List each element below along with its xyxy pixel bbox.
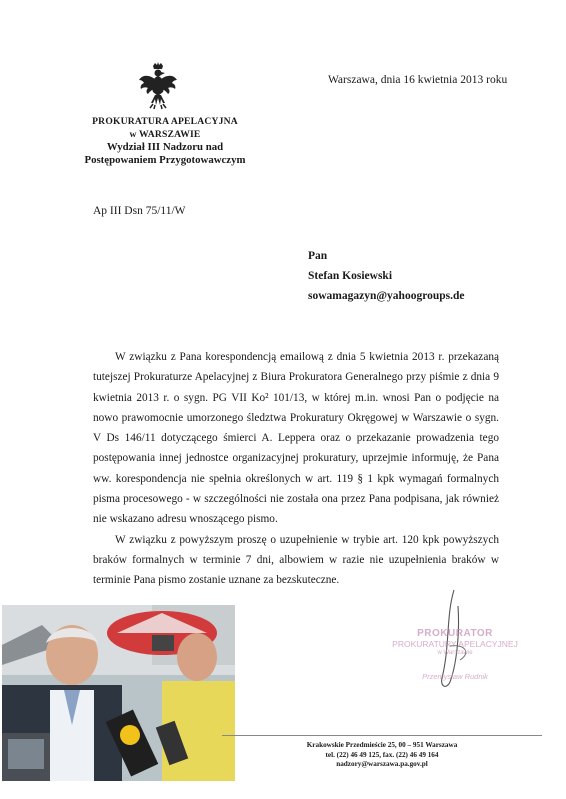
- letterhead-institution: PROKURATURA APELACYJNA: [92, 116, 238, 127]
- stamp-institution: PROKURATURY APELACYJNEJ: [392, 639, 518, 649]
- letterhead: [80, 116, 250, 166]
- letterhead-city: w WARSZAWIE: [129, 128, 201, 140]
- footer-address: [222, 741, 542, 770]
- polish-eagle-emblem-icon: [138, 62, 178, 110]
- footer-phone: tel. (22) 46 49 125, fax. (22) 46 49 164: [325, 750, 439, 759]
- letterhead-department-cont: Postępowaniem Przygotowawczym: [84, 153, 246, 166]
- body-paragraph-2: W związku z powyższym proszę o uzupełnienie w trybie art. 120 kpk powyższych braków formalnych w terminie 7 dni, albowiem w razie nie uzupełnienia braków w terminie Pana pismo zostanie uznane za bezskuteczne.: [93, 533, 499, 587]
- recipient-block: [308, 246, 465, 306]
- footer-street: Krakowskie Przedmieście 25, 00 – 951 Warszawa: [306, 741, 458, 749]
- footer-divider: [222, 735, 542, 736]
- footer-email: nadzory@warszawa.pa.gov.pl: [336, 760, 428, 768]
- recipient-salutation: Pan: [308, 250, 328, 262]
- reference-number: Ap III Dsn 75/11/W: [93, 205, 186, 217]
- body-paragraph-1: W związku z Pana korespondencją emailową z dnia 5 kwietnia 2013 r. przekazaną tutejszej Prokuraturze Apelacyjnej z Biura Prokuratora Generalnego przy piśmie z dnia 9 kwietnia 2013 r. o sygn. PG VII Ko² 101/13, w której m.in. wnosi Pan o podjęcie na nowo prawomocnie umorzonego śledztwa Prokuratury Okręgowej w Warszawie o sygn. V Ds 146/11 dotyczącego śmierci A. Leppera oraz o przekazanie prowadzenia tego postępowania innej jednostce organizacyjnej prokuratury, uprzejmie informuję, że Pana ww. korespondencja nie spełnia określonych w art. 119 § 1 kpk wymagań formalnych pisma procesowego - w szczególności nie została ona przez Pana podpisana, jak również nie wskazano adresu wnoszącego pismo.: [93, 351, 499, 526]
- official-stamp: [380, 628, 530, 681]
- letter-body: [93, 347, 499, 591]
- press-photo: [2, 605, 235, 781]
- letter-date: Warszawa, dnia 16 kwietnia 2013 roku: [328, 74, 508, 86]
- letterhead-department: Wydział III Nadzoru nad: [106, 141, 224, 153]
- stamp-signatory: Przemysław Rudnik: [422, 672, 488, 681]
- recipient-name: Stefan Kosiewski: [308, 270, 393, 282]
- recipient-email: sowamagazyn@yahoogroups.de: [308, 290, 465, 302]
- stamp-city: w Warszawie: [437, 650, 473, 656]
- stamp-title: PROKURATOR: [417, 628, 493, 639]
